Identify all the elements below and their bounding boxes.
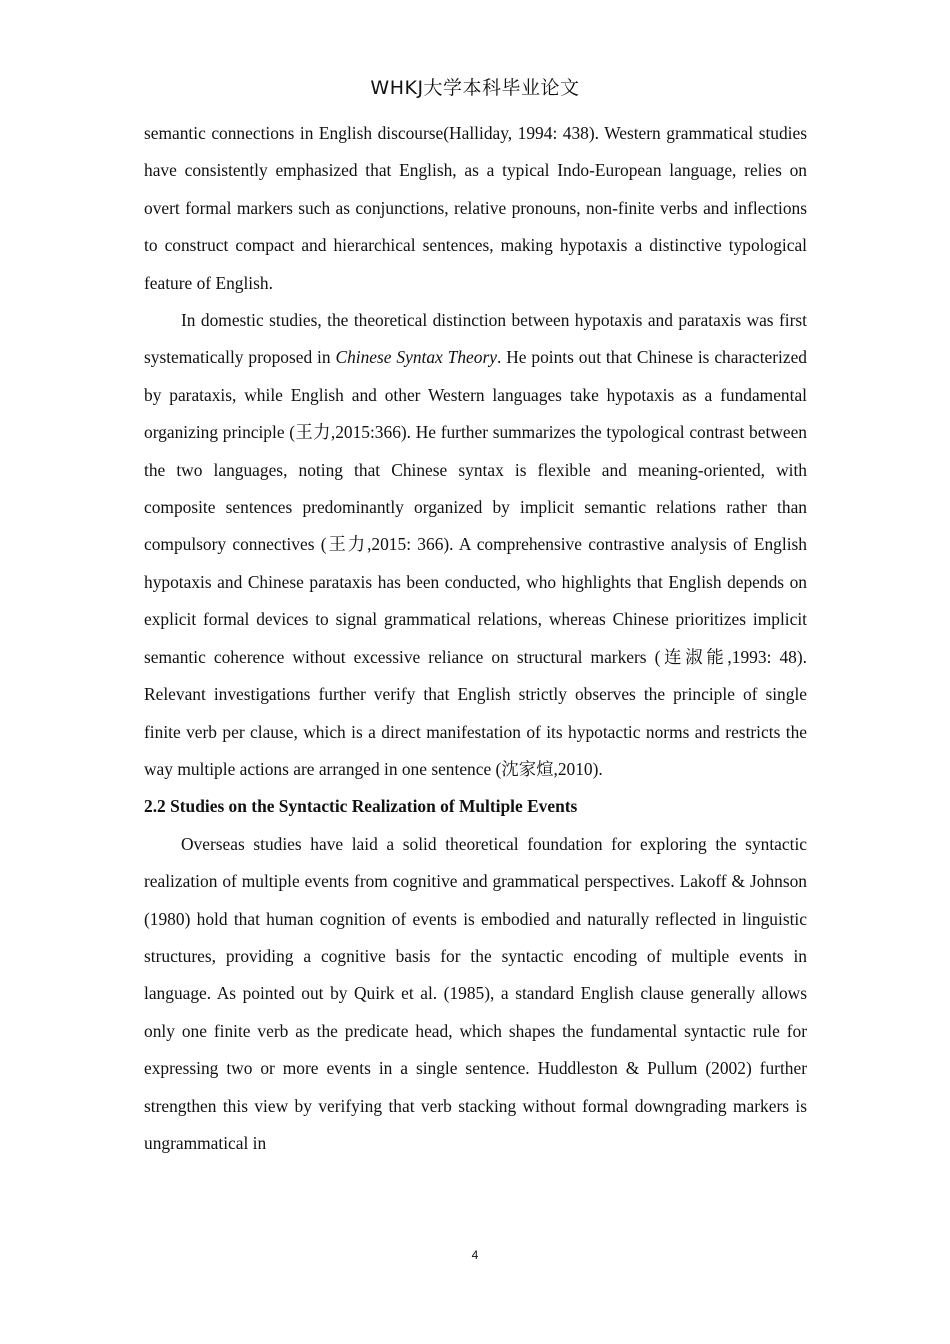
page-header-title: WHKJ大学本科毕业论文	[370, 77, 580, 99]
page-number: 4	[471, 1248, 479, 1262]
body-text	[144, 115, 807, 1162]
section-heading: 2.2 Studies on the Syntactic Realization of Multiple Events	[144, 796, 578, 817]
paragraph-2-text-a: In domestic studies, the theoretical distinction between hypotaxis and parataxis was first systematically proposed in	[144, 310, 807, 368]
paragraph-3: Overseas studies have laid a solid theoretical foundation for exploring the syntactic realization of multiple events from cognitive and grammatical perspectives. Lakoff & Johnson (1980) hold that human cognition of events is embodied and naturally reflected in linguistic structures, providing a cognitive basis for the syntactic encoding of multiple events in language. As pointed out by Quirk et al. (1985), a standard English clause generally allows only one finite verb as the predicate head, which shapes the fundamental syntactic rule for expressing two or more events in a single sentence. Huddleston & Pullum (2002) further strengthen this view by verifying that verb stacking without formal downgrading markers is ungrammatical in	[144, 833, 807, 1153]
book-title-italic: Chinese Syntax Theory	[335, 347, 497, 368]
paragraph-2-text-b: . He points out that Chinese is characterized by parataxis, while English and other Western languages take hypotaxis as a fundamental organizing principle (王力,2015:366). He further summarizes the typological contrast between the two languages, noting that Chinese syntax is flexible and meaning-oriented, with composite sentences predominantly organized by implicit semantic relations rather than compulsory connectives (王力,2015: 366). A comprehensive contrastive analysis of English hypotaxis and Chinese parataxis has been conducted, who highlights that English depends on explicit formal devices to signal grammatical relations, whereas Chinese prioritizes implicit semantic coherence without excessive reliance on structural markers (连淑能,1993: 48). Relevant investigations further verify that English strictly observes the principle of single finite verb per clause, which is a direct manifestation of its hypotactic norms and restricts the way multiple actions are arranged in one sentence (沈家煊,2010).	[144, 347, 808, 779]
paragraph-1: semantic connections in English discourse(Halliday, 1994: 438). Western grammatical studies have consistently emphasized that English, as a typical Indo-European language, relies on overt formal markers such as conjunctions, relative pronouns, non-finite verbs and inflections to construct compact and hierarchical sentences, making hypotaxis a distinctive typological feature of English.	[144, 123, 807, 293]
paragraph-2	[144, 302, 807, 788]
